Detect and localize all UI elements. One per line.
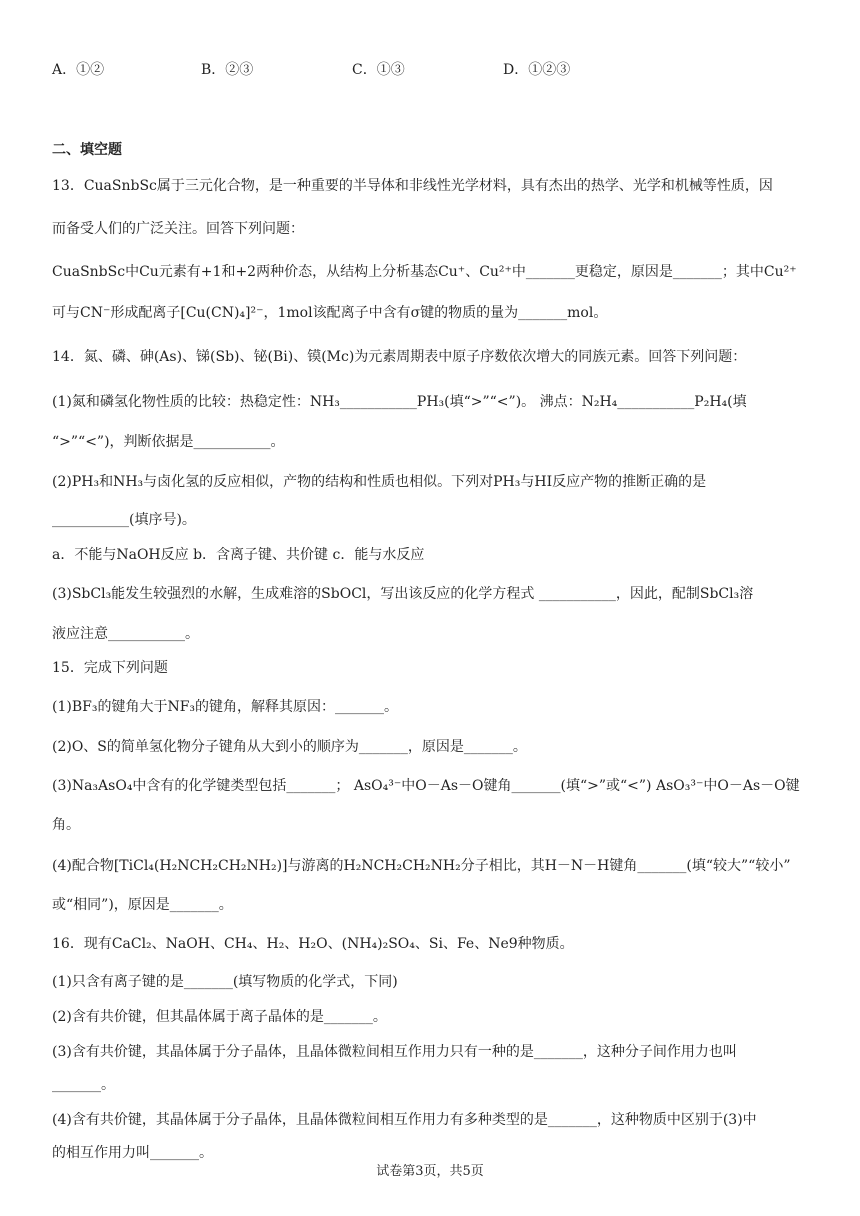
text-line: (3)SbCl₃能发生较强烈的水解，生成难溶的SbOCl，写出该反应的化学方程式 ___________，因此，配制SbCl₃溶 <box>52 586 754 602</box>
text-line: 13．CuaSnbSc属于三元化合物，是一种重要的半导体和非线性光学材料，具有杰出的热学、光学和机械等性质，因 <box>52 178 773 194</box>
text-line: (4)配合物[TiCl₄(H₂NCH₂CH₂NH₂)]与游离的H₂NCH₂CH₂NH₂分子相比，其H－N－H键角_______(填“较大”“较小” <box>52 858 791 874</box>
text-line: (1)BF₃的键角大于NF₃的键角，解释其原因：_______。 <box>52 699 399 715</box>
text-line: (2)PH₃和NH₃与卤化氢的反应相似，产物的结构和性质也相似。下列对PH₃与HI反应产物的推断正确的是 <box>52 474 707 490</box>
page-footer: 试卷第3页，共5页 <box>376 1164 484 1179</box>
option-b: B．②③ <box>201 62 254 78</box>
section-title: 二、填空题 <box>52 142 122 158</box>
text-line: (1)只含有离子键的是_______(填写物质的化学式，下同) <box>52 974 398 990</box>
text-line: 可与CN⁻形成配离子[Cu(CN)₄]²⁻，1mol该配离子中含有σ键的物质的量为_______mol。 <box>52 305 608 321</box>
text-line: (2)O、S的简单氢化物分子键角从大到小的顺序为_______，原因是_______。 <box>52 739 527 755</box>
text-line: “>”“<”)，判断依据是___________。 <box>52 434 285 450</box>
text-line: 15．完成下列问题 <box>52 660 168 676</box>
text-line: 而备受人们的广泛关注。回答下列问题： <box>52 221 304 237</box>
text-line: ___________(填序号)。 <box>52 512 196 528</box>
text-line: 16．现有CaCl₂、NaOH、CH₄、H₂、H₂O、(NH₄)₂SO₄、Si、Fe、Ne9种物质。 <box>52 936 574 952</box>
text-line: (1)氮和磷氢化物性质的比较：热稳定性：NH₃___________PH₃(填“>”“<”)。 沸点：N₂H₄___________P₂H₄(填 <box>52 394 747 410</box>
text-line: (3)含有共价键，其晶体属于分子晶体，且晶体微粒间相互作用力只有一种的是_______，这种分子间作用力也叫 <box>52 1044 737 1060</box>
text-line: 角。 <box>52 817 80 833</box>
text-line: a．不能与NaOH反应 b．含离子键、共价键 c．能与水反应 <box>52 547 425 563</box>
text-line: (4)含有共价键，其晶体属于分子晶体，且晶体微粒间相互作用力有多种类型的是_______，这种物质中区别于(3)中 <box>52 1112 757 1128</box>
text-line: _______。 <box>52 1077 115 1093</box>
text-line: (3)Na₃AsO₄中含有的化学键类型包括_______； AsO₄³⁻中O－As－O键角_______(填“>”或“<”) AsO₃³⁻中O－As－O键 <box>52 778 800 794</box>
text-line: 或“相同”)，原因是_______。 <box>52 897 233 913</box>
text-line: 液应注意___________。 <box>52 626 199 642</box>
option-a: A．①② <box>52 62 105 78</box>
text-line: 14．氮、磷、砷(As)、锑(Sb)、铋(Bi)、镆(Mc)为元素周期表中原子序数依次增大的同族元素。回答下列问题： <box>52 349 747 365</box>
text-line: CuaSnbSc中Cu元素有+1和+2两种价态，从结构上分析基态Cu⁺、Cu²⁺中_______更稳定，原因是_______；其中Cu²⁺ <box>52 264 797 280</box>
text-line: (2)含有共价键，但其晶体属于离子晶体的是_______。 <box>52 1009 387 1025</box>
option-d: D．①②③ <box>503 62 571 78</box>
option-c: C．①③ <box>352 62 405 78</box>
text-line: 的相互作用力叫_______。 <box>52 1145 213 1161</box>
